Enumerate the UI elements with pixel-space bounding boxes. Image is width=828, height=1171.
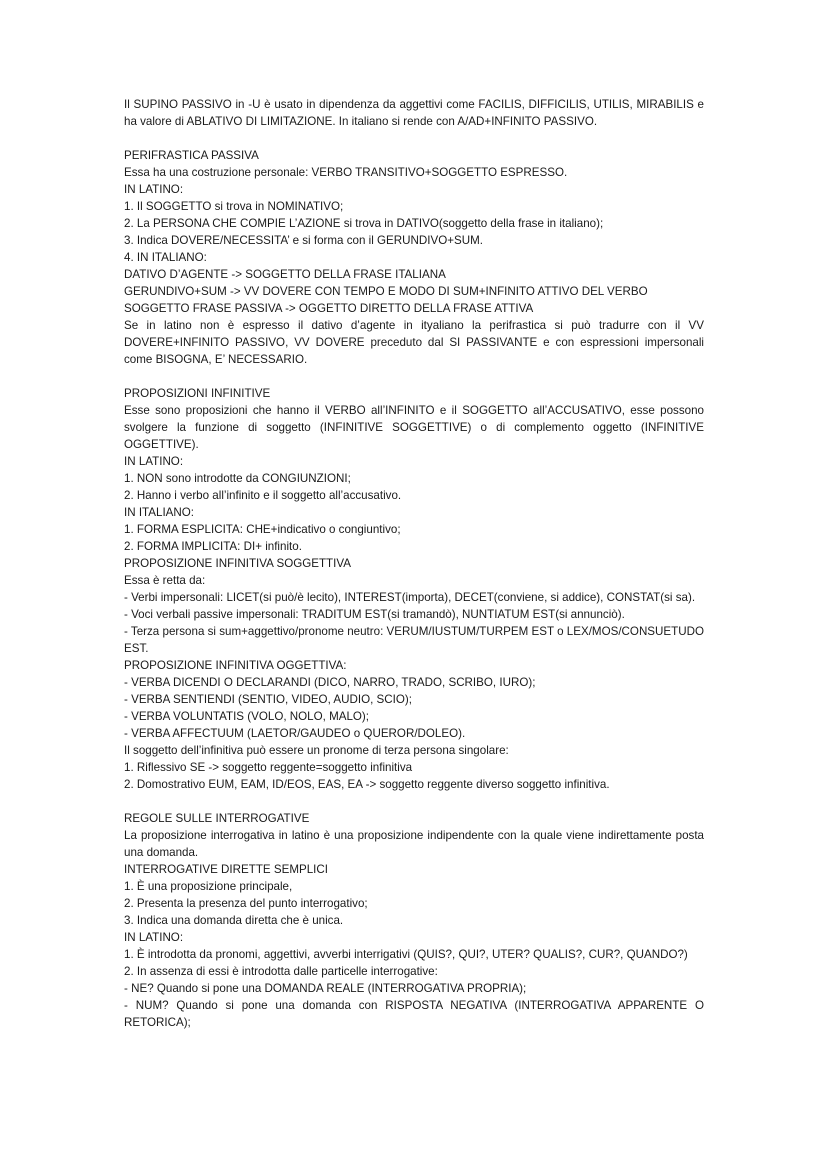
paragraph: 1. È una proposizione principale, [124, 880, 293, 893]
paragraph: PROPOSIZIONI INFINITIVE [124, 387, 271, 400]
paragraph: Il SUPINO PASSIVO in -U è usato in dipendenza da aggettivi come FACILIS, DIFFICILIS, UTILIS, MIRABILIS e ha valore di ABLATIVO DI LIMITAZIONE. In italiano si rende con A/AD+INFINITO PASSIVO. [124, 98, 704, 128]
blank-line [124, 130, 704, 147]
paragraph: 2. Hanno i verbo all’infinito e il soggetto all’accusativo. [124, 489, 402, 502]
paragraph: SOGGETTO FRASE PASSIVA -> OGGETTO DIRETTO DELLA FRASE ATTIVA [124, 302, 534, 315]
paragraph: 2. La PERSONA CHE COMPIE L’AZIONE si trova in DATIVO(soggetto della frase in italiano); [124, 217, 604, 230]
paragraph: DATIVO D’AGENTE -> SOGGETTO DELLA FRASE ITALIANA [124, 268, 446, 281]
paragraph: 2. FORMA IMPLICITA: DI+ infinito. [124, 540, 302, 553]
paragraph: - Terza persona si sum+aggettivo/pronome neutro: VERUM/IUSTUM/TURPEM EST o LEX/MOS/CONSUETUDO EST. [124, 625, 704, 655]
paragraph: 2. Presenta la presenza del punto interrogativo; [124, 897, 368, 910]
paragraph: PROPOSIZIONE INFINITIVA OGGETTIVA: [124, 659, 347, 672]
paragraph: IN ITALIANO: [124, 506, 195, 519]
paragraph: INTERROGATIVE DIRETTE SEMPLICI [124, 863, 328, 876]
blank-line [124, 368, 704, 385]
paragraph: IN LATINO: [124, 183, 184, 196]
document-page [124, 96, 704, 1031]
paragraph: Il soggetto dell’infinitiva può essere un pronome di terza persona singolare: [124, 744, 509, 757]
paragraph: - VERBA VOLUNTATIS (VOLO, NOLO, MALO); [124, 710, 370, 723]
paragraph: IN LATINO: [124, 455, 184, 468]
paragraph: - VERBA DICENDI O DECLARANDI (DICO, NARRO, TRADO, SCRIBO, IURO); [124, 676, 536, 689]
paragraph: IN LATINO: [124, 931, 184, 944]
paragraph: - Voci verbali passive impersonali: TRADITUM EST(si tramandò), NUNTIATUM EST(si annunciò). [124, 608, 625, 621]
blank-line [124, 793, 704, 810]
paragraph: 4. IN ITALIANO: [124, 251, 207, 264]
paragraph: 1. Il SOGGETTO si trova in NOMINATIVO; [124, 200, 344, 213]
paragraph: - NUM? Quando si pone una domanda con RISPOSTA NEGATIVA (INTERROGATIVA APPARENTE O RETORICA); [124, 999, 704, 1029]
paragraph: Essa ha una costruzione personale: VERBO TRANSITIVO+SOGGETTO ESPRESSO. [124, 166, 568, 179]
paragraph: PERIFRASTICA PASSIVA [124, 149, 259, 162]
paragraph: La proposizione interrogativa in latino è una proposizione indipendente con la quale viene indirettamente posta una domanda. [124, 829, 704, 859]
paragraph: - VERBA SENTIENDI (SENTIO, VIDEO, AUDIO, SCIO); [124, 693, 412, 706]
paragraph: - VERBA AFFECTUUM (LAETOR/GAUDEO o QUEROR/DOLEO). [124, 727, 466, 740]
paragraph: 3. Indica DOVERE/NECESSITA’ e si forma con il GERUNDIVO+SUM. [124, 234, 483, 247]
paragraph: 1. Riflessivo SE -> soggetto reggente=soggetto infinitiva [124, 761, 413, 774]
paragraph: 2. Domostrativo EUM, EAM, ID/EOS, EAS, EA -> soggetto reggente diverso soggetto infinitiva. [124, 778, 610, 791]
paragraph: PROPOSIZIONE INFINITIVA SOGGETTIVA [124, 557, 351, 570]
paragraph: Se in latino non è espresso il dativo d’agente in ityaliano la perifrastica si può tradurre con il VV DOVERE+INFINITO PASSIVO, VV DOVERE preceduto dal SI PASSIVANTE e con espressioni impersonali come BISOGNA, E’ NECESSARIO. [124, 319, 704, 366]
paragraph: Essa è retta da: [124, 574, 206, 587]
paragraph: 3. Indica una domanda diretta che è unica. [124, 914, 344, 927]
paragraph: 1. NON sono introdotte da CONGIUNZIONI; [124, 472, 351, 485]
paragraph: GERUNDIVO+SUM -> VV DOVERE CON TEMPO E MODO DI SUM+INFINITO ATTIVO DEL VERBO [124, 285, 648, 298]
paragraph: REGOLE SULLE INTERROGATIVE [124, 812, 310, 825]
paragraph: 1. FORMA ESPLICITA: CHE+indicativo o congiuntivo; [124, 523, 401, 536]
paragraph: - NE? Quando si pone una DOMANDA REALE (INTERROGATIVA PROPRIA); [124, 982, 527, 995]
paragraph: 2. In assenza di essi è introdotta dalle particelle interrogative: [124, 965, 438, 978]
paragraph: - Verbi impersonali: LICET(si può/è lecito), INTEREST(importa), DECET(conviene, si addice), CONSTAT(si sa). [124, 591, 696, 604]
paragraph: Esse sono proposizioni che hanno il VERBO all’INFINITO e il SOGGETTO all’ACCUSATIVO, esse possono svolgere la funzione di soggetto (INFINITIVE SOGGETTIVE) o di complemento oggetto (INFINITIVE OGGETTIVE). [124, 404, 704, 451]
paragraph: 1. È introdotta da pronomi, aggettivi, avverbi interrigativi (QUIS?, QUI?, UTER? QUALIS?, CUR?, QUANDO?) [124, 948, 688, 961]
